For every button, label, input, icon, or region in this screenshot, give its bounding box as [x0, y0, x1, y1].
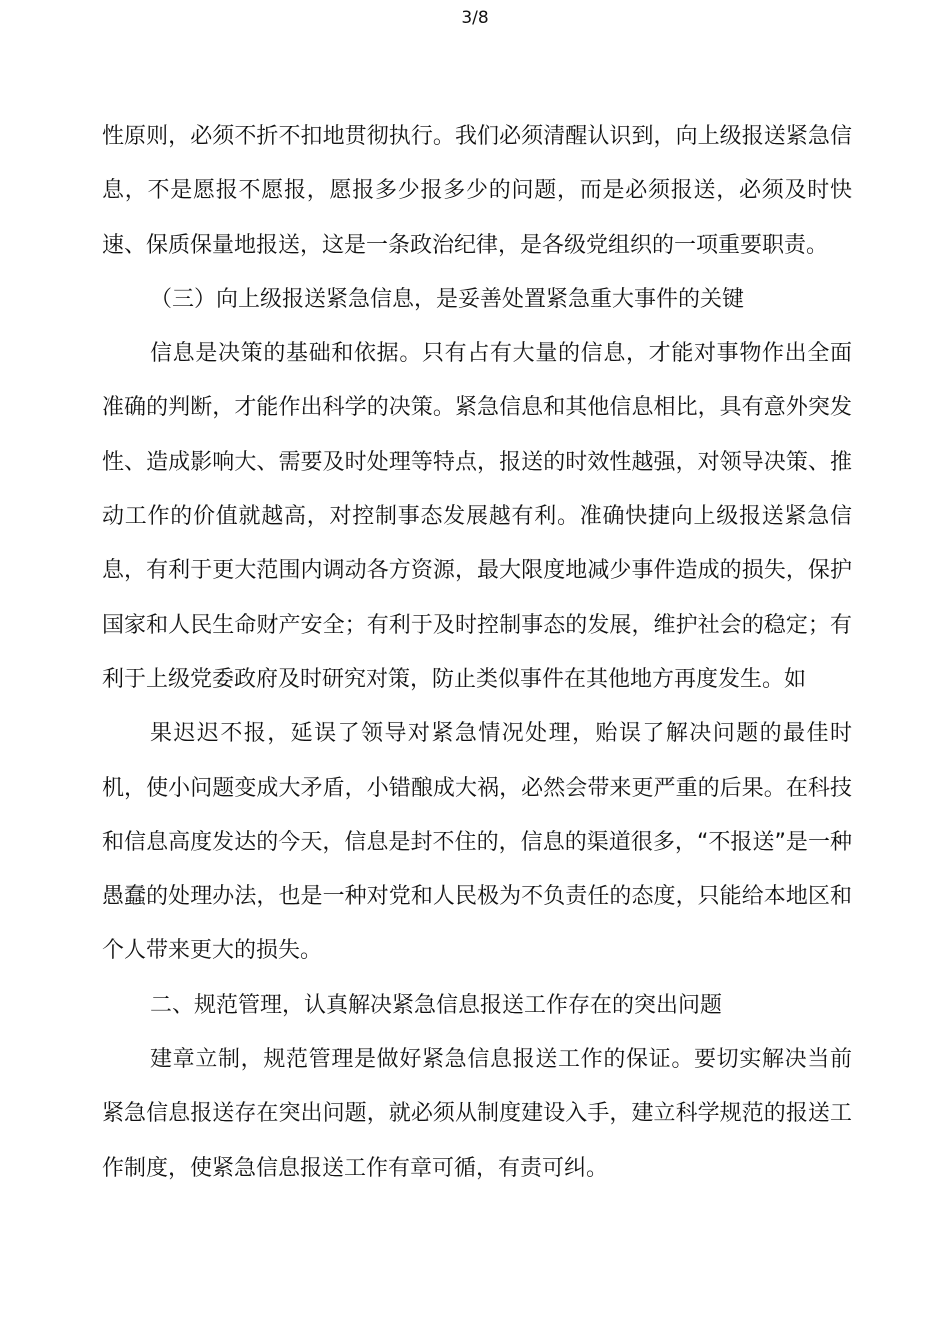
document-body — [102, 110, 852, 1196]
paragraph-continued: 性原则，必须不折不扣地贯彻执行。我们必须清醒认识到，向上级报送紧急信息，不是愿报不愿报，愿报多少报多少的问题，而是必须报送，必须及时快速、保质保量地报送，这是一条政治纪律，是各级党组织的一项重要职责。 — [102, 124, 852, 258]
page-number: 3/8 — [461, 8, 489, 28]
paragraph-regulation: 建章立制，规范管理是做好紧急信息报送工作的保证。要切实解决当前紧急信息报送存在突出问题，就必须从制度建设入手，建立科学规范的报送工作制度，使紧急信息报送工作有章可循，有责可纠。 — [102, 1047, 852, 1181]
paragraph-info-basis: 信息是决策的基础和依据。只有占有大量的信息，才能对事物作出全面准确的判断，才能作出科学的决策。紧急信息和其他信息相比，具有意外突发性、造成影响大、需要及时处理等特点，报送的时效性越强，对领导决策、推动工作的价值就越高，对控制事态发展越有利。准确快捷向上级报送紧急信息，有利于更大范围内调动各方资源，最大限度地减少事件造成的损失，保护国家和人民生命财产安全；有利于及时控制事态的发展，维护社会的稳定；有利于上级党委政府及时研究对策，防止类似事件在其他地方再度发生。如 — [102, 341, 852, 692]
section-heading-3: （三）向上级报送紧急信息，是妥善处置紧急重大事件的关键 — [150, 286, 745, 312]
section-heading-2: 二、规范管理，认真解决紧急信息报送工作存在的突出问题 — [150, 992, 723, 1018]
paragraph-consequences: 果迟迟不报，延误了领导对紧急情况处理，贻误了解决问题的最佳时机，使小问题变成大矛盾，小错酿成大祸，必然会带来更严重的后果。在科技和信息高度发达的今天，信息是封不住的，信息的渠道很多，“不报送”是一种愚蠢的处理办法，也是一种对党和人民极为不负责任的态度，只能给本地区和个人带来更大的损失。 — [102, 721, 852, 964]
